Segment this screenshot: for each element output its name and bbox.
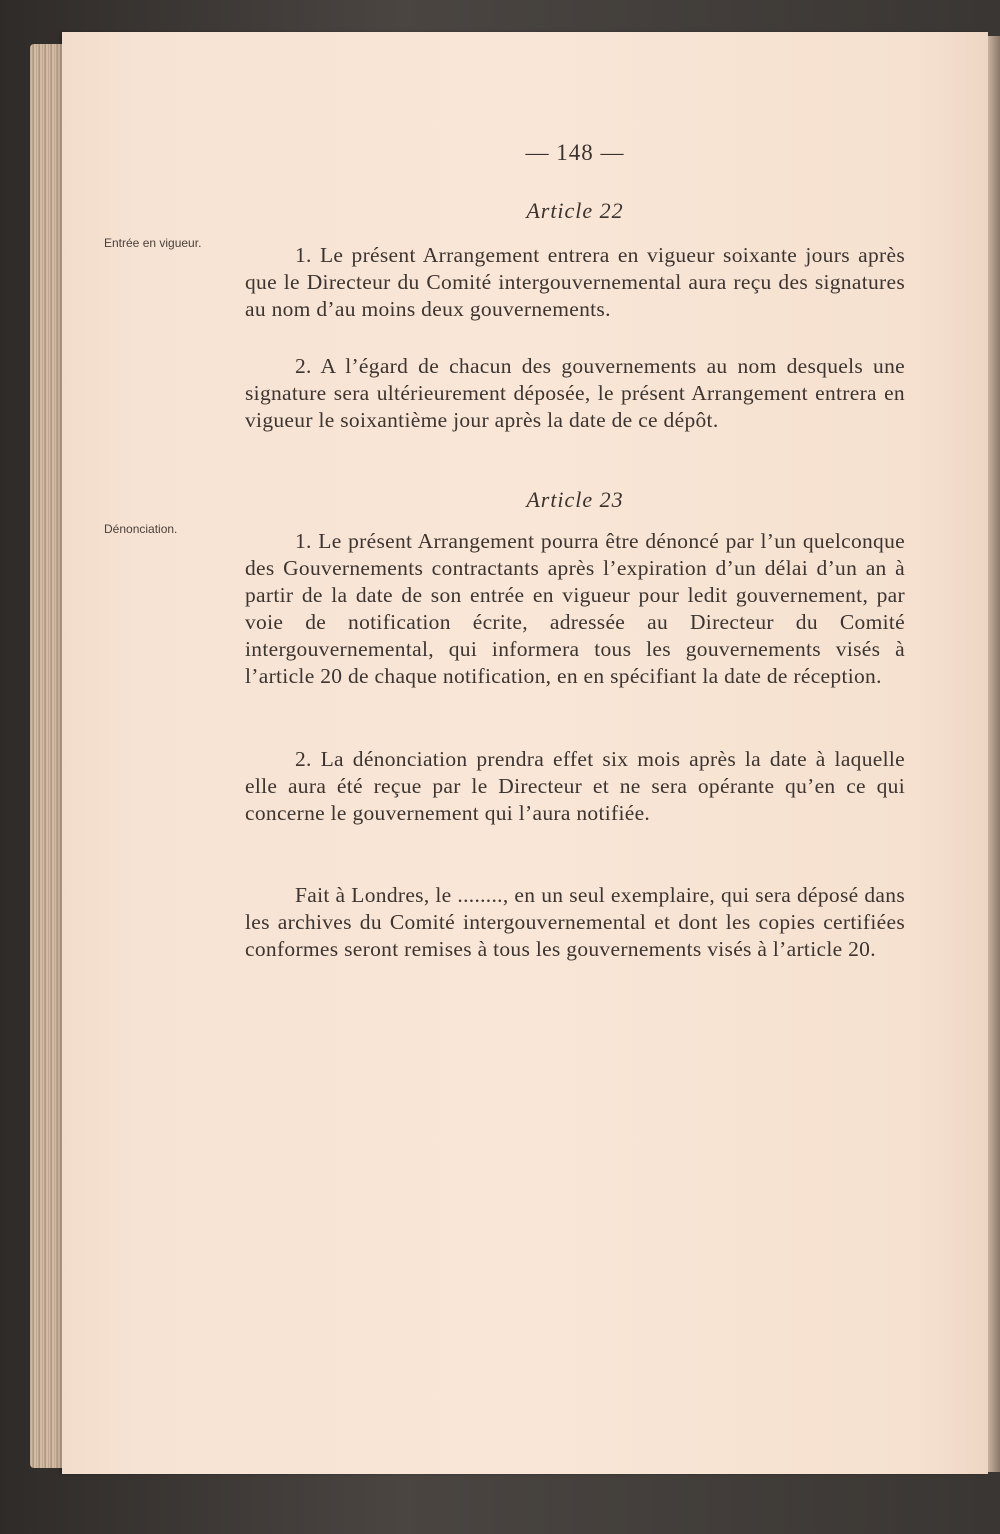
article-23-paragraph-2: 2. La dénonciation prendra effet six mois après la date à laquelle elle aura été reçue par le Directeur et ne sera opérante qu’en ce qui concerne le gouvernement qui l’aura notifiée. [245,747,905,825]
margin-note-denonciation: Dénonciation. [104,522,178,536]
page-number: — 148 — [525,140,625,165]
right-page-edge [988,36,1000,1472]
closing-paragraph: Fait à Londres, le ........, en un seul exemplaire, qui sera déposé dans les archives du Comité intergouvernemental et dont les copies certifiées conformes seront remises à tous les gouvernements visés à l’article 20. [245,883,905,961]
article-22-heading: Article 22 [526,198,624,223]
article-22-paragraph-1: 1. Le présent Arrangement entrera en vigueur soixante jours après que le Directeur du Comité intergouvernemental aura reçu des signatures au nom d’au moins deux gouvernements. [245,243,905,321]
article-23-paragraph-1: 1. Le présent Arrangement pourra être dénoncé par l’un quelconque des Gouvernements contractants après l’expiration d’un délai d’un an à partir de la date de son entrée en vigueur pour ledit gouvernement, par voie de notification écrite, adressée au Directeur du Comité intergouvernemental, qui informera tous les gouvernements visés à l’article 20 de chaque notification, en en spécifiant la date de réception. [245,529,905,688]
article-23-heading: Article 23 [526,487,624,512]
margin-note-entree-en-vigueur: Entrée en vigueur. [104,236,202,250]
article-22-paragraph-2: 2. A l’égard de chacun des gouvernements au nom desquels une signature sera ultérieurement déposée, le présent Arrangement entrera en vigueur le soixantième jour après la date de ce dépôt. [245,354,905,432]
